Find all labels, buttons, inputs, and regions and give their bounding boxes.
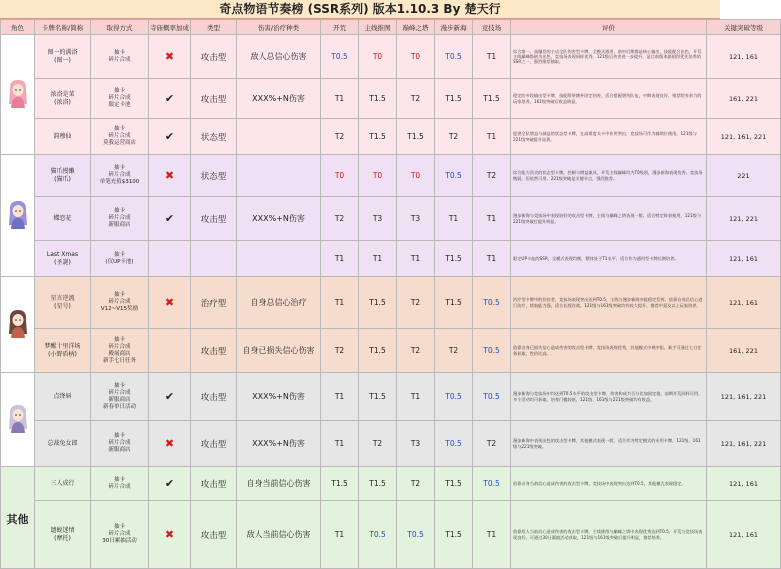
evaluation-text: 依靠自身当前信心造成伤害的攻击型卡牌，竞技场中表现突出达到T0.5，其他模式表现稳定。 [511,467,707,501]
character-portrait [7,308,29,338]
character-portrait [7,403,29,433]
card-type: 攻击型 [191,329,237,373]
tier-value: T0.5 [397,501,435,569]
tier-value: T0 [397,155,435,197]
card-type [191,241,237,277]
card-row [1,155,781,197]
card-name: 图一的满浴 (图一) [35,35,91,79]
acquisition-method: 抽卡 碎片合成 V12~V15奖励 [91,277,149,329]
tier-value: T0 [359,35,397,79]
card-name: 蝶恋花 [35,197,91,241]
tier-value: T1 [473,501,511,569]
damage-type [237,119,321,155]
breakthrough-levels: 121, 161, 221 [707,119,781,155]
tier-value: T0.5 [435,373,473,421]
column-header: 伤害/治疗种类 [237,20,321,35]
temple-bonus [149,277,191,329]
column-header: 寺庙概率加成 [149,20,191,35]
card-row [1,35,781,79]
card-row [1,277,781,329]
temple-bonus [149,373,191,421]
evaluation-text: 提供全队增益与减益的状态型卡牌，在高难度关卡中作用突出，竞技场可作为辅助位使用。121级与221级突破提升显著。 [511,119,707,155]
tier-value: T0.5 [473,277,511,329]
card-type: 攻击型 [191,197,237,241]
card-name: 点绛唇 [35,373,91,421]
evaluation-text: 限定UP卡池的SSR，全模式表现均衡，整体处于T1水平，适合作为通用型卡牌长期培养。 [511,241,707,277]
card-type: 攻击型 [191,467,237,501]
tier-value: T1.5 [435,501,473,569]
page-title: 奇点物语节奏榜 (SSR系列) 版本1.10.3 By 楚天行 [0,0,720,19]
card-name: 猫爪慢懒 (猫爪) [35,155,91,197]
card-row [1,79,781,119]
card-type: 攻击型 [191,501,237,569]
damage-type: XXX%+N伤害 [237,373,321,421]
tier-value: T1.5 [435,79,473,119]
cross-icon: ✖ [164,528,175,541]
card-name: 星言逆流 (星号) [35,277,91,329]
column-header: 巅峰之塔 [397,20,435,35]
tier-value: T2 [397,467,435,501]
card-row [1,329,781,373]
acquisition-method: 抽卡 (仅UP卡池) [91,241,149,277]
card-name: Last Xmas (圣誕) [35,241,91,277]
card-type: 状态型 [191,155,237,197]
tier-value: T0.5 [473,373,511,421]
tier-value: T2 [321,119,359,155]
check-icon: ✔ [164,390,175,403]
card-row [1,421,781,467]
damage-type: 自身已损失信心伤害 [237,329,321,373]
check-icon: ✔ [164,477,175,490]
tier-value: T0 [359,155,397,197]
breakthrough-levels: 121, 161 [707,277,781,329]
damage-type: XXX%+N伤害 [237,197,321,241]
tier-value: T1.5 [435,241,473,277]
column-header: 取得方式 [91,20,149,35]
acquisition-method: 抽卡 碎片合成 莫我运营商店 [91,119,149,155]
temple-bonus [149,119,191,155]
card-name: 梦醒十里洋场 (小野盾柄) [35,329,91,373]
cross-icon: ✖ [164,169,175,182]
tier-value: T1.5 [321,467,359,501]
tier-value: T1 [473,35,511,79]
character-cell [1,277,35,373]
tier-value: T0.5 [473,467,511,501]
check-icon: ✔ [164,130,175,143]
card-name: 总裁兔女郎 [35,421,91,467]
card-name: 遗蜕迷情 (摩托) [35,501,91,569]
tier-value: T1 [397,373,435,421]
tier-value: T1 [473,119,511,155]
tier-value: T1 [397,241,435,277]
evaluation-text: 依靠自身已损失信心造成伤害的攻击型卡牌，竞技场表现优秀，其他模式中规中矩，新手可通过七日任务获取，性价比高。 [511,329,707,373]
damage-type: 敌人总信心伤害 [237,35,321,79]
evaluation-text: 漫步新海与竞技场中表现较好的攻击型卡牌，主线与巅峰之塔表现一般。适合特定阵容使用，121级与221级突破后提升明显。 [511,197,707,241]
tier-value: T2 [397,329,435,373]
evaluation-text: 漫步新海与竞技场中均达到T0.5水平的攻击型卡牌，伤害构成为百分比加固定值，前期开荒同样可用。多个活动均可获取，培养门槛较低，121级、161级与221级突破均有收益。 [511,373,707,421]
temple-bonus [149,329,191,373]
character-cell [1,35,35,155]
acquisition-method: 抽卡 碎片合成 新服商店 [91,421,149,467]
cross-icon: ✖ [164,296,175,309]
breakthrough-levels: 161, 221 [707,329,781,373]
breakthrough-levels: 121, 221 [707,197,781,241]
tier-value: T1 [321,501,359,569]
tier-value: T1 [359,241,397,277]
card-type: 治疗型 [191,277,237,329]
temple-bonus [149,197,191,241]
card-row [1,373,781,421]
tier-value: T1.5 [359,119,397,155]
tier-value: T0 [397,35,435,79]
damage-type: 自身当前信心伤害 [237,467,321,501]
damage-type: XXX%+N伤害 [237,79,321,119]
breakthrough-levels: 121, 161 [707,467,781,501]
tier-value: T3 [397,197,435,241]
damage-type: 自身总信心治疗 [237,277,321,329]
column-header: 开荒 [321,20,359,35]
evaluation-text: 治疗型卡牌中的佼佼者，竞技场表现突出达到T0.5，主线与漫步新海亦能稳定发挥。依靠自身总信心进行治疗，续航能力强，适合长线作战。121级与161级突破均有较大提升，推荐中氪及以上玩家培养。 [511,277,707,329]
temple-bonus [149,467,191,501]
character-cell [1,373,35,467]
breakthrough-levels: 161, 221 [707,79,781,119]
card-name: 韵穆仙 [35,119,91,155]
evaluation-text: 稳定的多段输出型卡牌，技能附带额外固定伤害，适合搭配增伤队伍，中期表现良好。推荐给有余力的玩家培养，161级突破后收益明显。 [511,79,707,119]
breakthrough-levels: 221 [707,155,781,197]
tier-value: T1 [321,373,359,421]
character-cell [1,155,35,277]
acquisition-method: 抽卡 碎片合成 [91,467,149,501]
card-row [1,241,781,277]
card-type: 攻击型 [191,373,237,421]
column-header: 角色 [1,20,35,35]
tier-value: T0 [321,155,359,197]
tier-value: T1.5 [359,79,397,119]
damage-type: 敌人当前信心伤害 [237,501,321,569]
tier-value: T1.5 [359,467,397,501]
tier-value: T0.5 [435,421,473,467]
group-label: 其他 [6,513,29,526]
tier-value: T1.5 [397,119,435,155]
acquisition-method: 抽卡 碎片合成 殿展商店 新手七日任务 [91,329,149,373]
character-portrait [7,199,29,229]
card-name: 三人成行 [35,467,91,501]
tier-value: T1.5 [359,277,397,329]
tier-value: T1 [321,421,359,467]
card-row [1,197,781,241]
temple-bonus [149,35,191,79]
tier-value: T0.5 [321,35,359,79]
character-cell [1,467,35,569]
card-type: 攻击型 [191,35,237,79]
tier-value: T2 [397,79,435,119]
acquisition-method: 抽卡 碎片合成 单笔充值$3100 [91,155,149,197]
tier-value: T1 [321,79,359,119]
column-header: 评价 [511,20,707,35]
tier-value: T2 [397,277,435,329]
breakthrough-levels: 121, 161 [707,241,781,277]
column-header: 主线推图 [359,20,397,35]
card-type: 攻击型 [191,421,237,467]
damage-type [237,241,321,277]
evaluation-text: 综合第一。高爆发的主动全队伤害型卡牌，全模式通用，前中后期都是核心输出，技能配合出色，开荒主线巅峰都极为出色，竞技场表现同样优秀。121级后伤害进一步提升，是目前版本最值得优先培养的SSR之一，强烈推荐抽取。 [511,35,707,79]
card-type: 状态型 [191,119,237,155]
tier-value: T1.5 [359,373,397,421]
tier-value: T2 [321,197,359,241]
damage-type: XXX%+N伤害 [237,421,321,467]
column-header: 竞技场 [473,20,511,35]
column-header: 关键突破等级 [707,20,781,35]
tier-value: T1 [473,197,511,241]
tier-table [0,19,781,569]
column-header: 漫步新海 [435,20,473,35]
tier-value: T0.5 [435,155,473,197]
check-icon: ✔ [164,212,175,225]
card-type: 攻击型 [191,79,237,119]
breakthrough-levels: 121, 161, 221 [707,421,781,467]
evaluation-text: 依靠敌人当前信心造成伤害的攻击型卡牌，主线推图与巅峰之塔中表现优秀达到T0.5，开荒与竞技场表现良好。可通过30日累抽活动获取，121级与161级突破后提升明显，推荐培养。 [511,501,707,569]
acquisition-method: 抽卡 碎片合成 新服商店 [91,197,149,241]
acquisition-method: 抽卡 碎片合成 限定卡池 [91,79,149,119]
tier-value: T1.5 [435,277,473,329]
temple-bonus [149,79,191,119]
evaluation-text: 综合能力顶尖的状态型卡牌，控制与增益兼具，开荒主线巅峰均为T0级别，漫步新海表现优秀。竞技场稍弱，但依然可用。221级突破是关键节点，强烈推荐。 [511,155,707,197]
tier-value: T3 [397,421,435,467]
check-icon: ✔ [164,92,175,105]
tier-value: T1 [321,277,359,329]
breakthrough-levels: 121, 161 [707,35,781,79]
tier-value: T1 [435,197,473,241]
tier-value: T2 [473,421,511,467]
tier-value: T2 [473,155,511,197]
acquisition-method: 抽卡 碎片合成 新服商店 新春单日活动 [91,373,149,421]
card-name: 浓浴是菜 (浓浴) [35,79,91,119]
breakthrough-levels: 121, 161 [707,501,781,569]
tier-value: T0.5 [359,501,397,569]
tier-value: T1.5 [435,467,473,501]
column-header: 卡牌名称/简称 [35,20,91,35]
evaluation-text: 漫步新海中表现出色的攻击型卡牌，其他模式表现一般，适合作为特定模式的专用卡牌，121级、161级与221级突破。 [511,421,707,467]
tier-value: T0.5 [435,35,473,79]
temple-bonus [149,241,191,277]
tier-value: T2 [435,329,473,373]
tier-value: T3 [359,197,397,241]
acquisition-method: 抽卡 碎片合成 30日累抽活动 [91,501,149,569]
tier-value: T0.5 [473,329,511,373]
tier-value: T2 [359,421,397,467]
header-row [1,20,781,35]
temple-bonus [149,501,191,569]
character-portrait [7,78,29,108]
breakthrough-levels: 121, 161, 221 [707,373,781,421]
tier-value: T1 [473,241,511,277]
card-row [1,119,781,155]
column-header: 类型 [191,20,237,35]
tier-value: T2 [321,329,359,373]
tier-value: T1.5 [473,79,511,119]
cross-icon: ✖ [164,437,175,450]
temple-bonus [149,155,191,197]
acquisition-method: 抽卡 碎片合成 [91,35,149,79]
tier-value: T1.5 [359,329,397,373]
tier-value: T1 [321,241,359,277]
damage-type [237,155,321,197]
tier-value: T2 [435,119,473,155]
card-row [1,467,781,501]
temple-bonus [149,421,191,467]
cross-icon: ✖ [164,50,175,63]
card-row [1,501,781,569]
